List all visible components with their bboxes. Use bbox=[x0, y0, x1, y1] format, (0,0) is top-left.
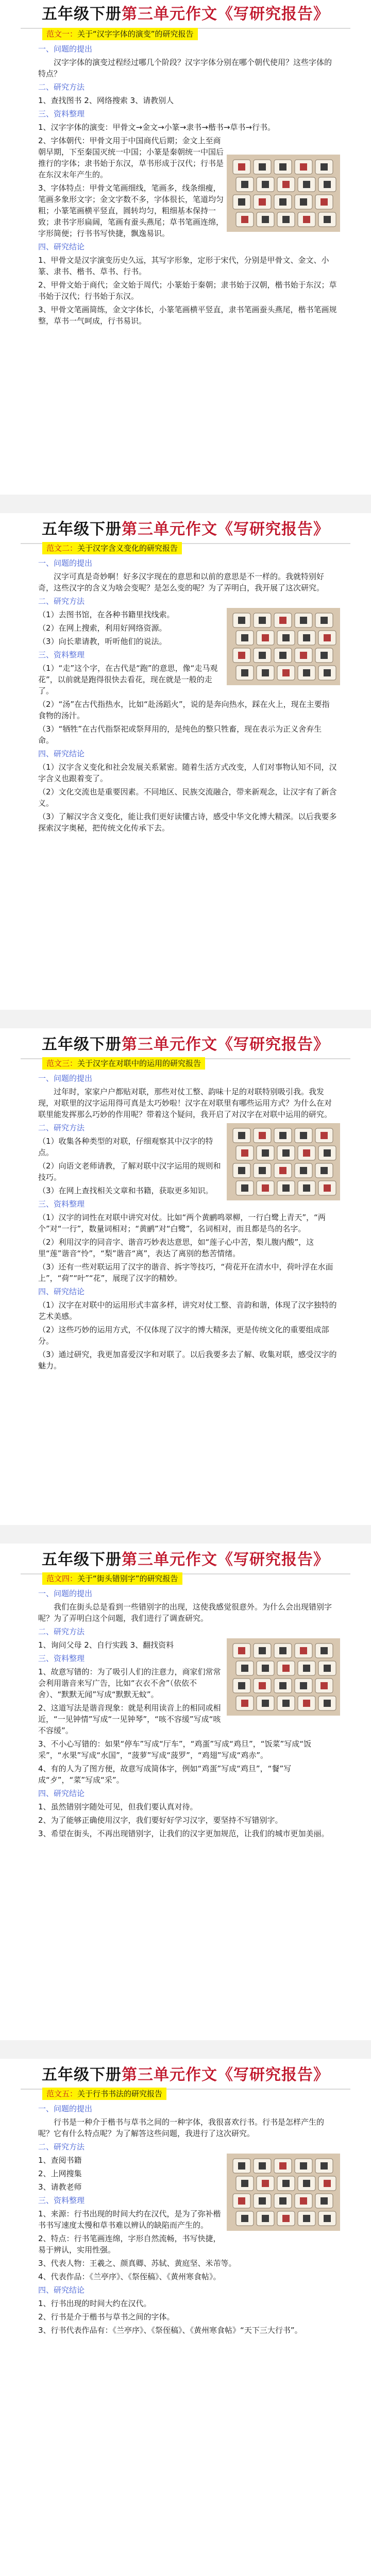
paragraph: （3）了解汉字含义变化，能让我们更好读懂古诗，感受中华文化博大精深。以后我要多探索汉字奥秘，把传统文化传承下去。 bbox=[38, 812, 337, 833]
title-grade: 五年级下册 bbox=[42, 2066, 122, 2084]
sample-essay-label bbox=[42, 1057, 205, 1070]
paragraph: 我们在街头总是看到一些错别字的出现，这使我感觉很意外。为什么会出现错别字呢？为了弄明白这个问题，我们进行了调查研究。 bbox=[38, 1602, 332, 1623]
sample-topic: 关于汉字在对联中的运用的研究报告 bbox=[77, 1059, 201, 1068]
title-grade: 五年级下册 bbox=[42, 1551, 122, 1569]
section-heading: 一、问题的提出 bbox=[38, 558, 93, 568]
section-heading: 一、问题的提出 bbox=[38, 1074, 93, 1083]
sample-topic: 关于汉字含义变化的研究报告 bbox=[77, 544, 178, 553]
sample-number: 范文二： bbox=[46, 544, 78, 553]
section-title bbox=[0, 2065, 371, 2086]
title-topic: 《写研究报告》 bbox=[217, 2066, 329, 2084]
paragraph: 1、故意写错的：为了吸引人们的注意力，商家们常常会利用谐音来写广告，比如“衣衣不舍”（依依不舍）、“默默无闻”写成“默默无蚊”。 bbox=[38, 1667, 221, 1699]
paragraph: （1）“走”这个字，在古代是“跑”的意思，像“走马观花”，以前就是跑得很快去看花，现在就是一般的走了。 bbox=[38, 664, 218, 696]
paragraph: 4、代表作品：《兰亭序》、《祭侄稿》、《黄州寒食帖》。 bbox=[38, 2272, 221, 2281]
section-heading: 四、研究结论 bbox=[38, 749, 85, 758]
section-heading: 三、资料整理 bbox=[38, 1199, 85, 1209]
paragraph: 3、希望在街头，不再出现错别字，让我们的汉字更加规范，让我们的城市更加美丽。 bbox=[38, 1829, 329, 1838]
title-unit: 第三单元作文 bbox=[122, 2066, 217, 2084]
essay-body bbox=[38, 43, 337, 329]
paragraph: 3、代表人物：王羲之、颜真卿、苏轼、黄庭坚、米芾等。 bbox=[38, 2259, 237, 2268]
section-heading: 三、资料整理 bbox=[38, 650, 85, 659]
essay-section bbox=[0, 1550, 371, 1574]
section-heading: 三、资料整理 bbox=[38, 109, 85, 118]
paragraph: （2）文化交流也是重要因素。不同地区、民族交流融合，带来新观念，让汉字有了新含义。 bbox=[38, 787, 337, 808]
essay-section bbox=[0, 2065, 371, 2090]
title-topic: 《写研究报告》 bbox=[217, 5, 329, 23]
title-topic: 《写研究报告》 bbox=[217, 1036, 329, 1054]
section-title bbox=[0, 1550, 371, 1570]
section-heading: 四、研究结论 bbox=[38, 242, 85, 251]
essay-body bbox=[38, 1588, 337, 1841]
section-separator bbox=[0, 495, 371, 513]
paragraph: 2、行书是介于楷书与草书之间的字体。 bbox=[38, 2312, 175, 2321]
paragraph: 3、不小心写错的：如果“停车”写成“厅车”，“鸡蛋”写成“鸡旦”，“饭菜”写成“饭采”，“水果”写成“水国”，“菠萝”写成“菠罗”，“鸡翅”写成“鸡赤”。 bbox=[38, 1739, 312, 1760]
section-title bbox=[0, 519, 371, 540]
sample-essay-label bbox=[42, 1572, 182, 1585]
section-heading: 一、问题的提出 bbox=[38, 1589, 93, 1598]
paragraph: 3、请教老师 bbox=[38, 2182, 82, 2192]
title-grade: 五年级下册 bbox=[42, 5, 122, 23]
paragraph: （3）向长辈请教，听听他们的说法。 bbox=[38, 637, 167, 646]
title-unit: 第三单元作文 bbox=[122, 5, 217, 23]
section-heading: 二、研究方法 bbox=[38, 1627, 85, 1636]
paragraph: 2、这道写法是谐音现象：就是利用读音上的相同或相近，“一见钟情”写成“一见钟琴”，“咳不容缓”写成“咳不容缓”。 bbox=[38, 1703, 221, 1735]
paragraph: （2）这些巧妙的运用方式，不仅体现了汉字的博大精深，更是传统文化的重要组成部分。 bbox=[38, 1325, 329, 1346]
section-heading: 二、研究方法 bbox=[38, 2142, 85, 2151]
section-heading: 一、问题的提出 bbox=[38, 44, 93, 54]
paragraph: （3）“牺牲”在古代指祭祀或祭拜用的，是纯色的整只牲畜，现在表示为正义舍弃生命。 bbox=[38, 724, 322, 745]
section-heading: 四、研究结论 bbox=[38, 2285, 85, 2295]
section-heading: 二、研究方法 bbox=[38, 82, 85, 92]
paragraph: 1、甲骨文是汉字演变历史久远，其写字形象，定形于宋代，分别是甲骨文、金文、小篆、隶书、楷书、草书、行书。 bbox=[38, 256, 329, 276]
section-title bbox=[0, 1035, 371, 1055]
paragraph: 3、行书代表作品有：《兰亭序》、《祭侄稿》、《黄州寒食帖》“天下三大行书”。 bbox=[38, 2326, 302, 2335]
title-unit: 第三单元作文 bbox=[122, 1551, 217, 1569]
paragraph: （1）收集各种类型的对联，仔细观察其中汉字的特点。 bbox=[38, 1137, 213, 1157]
section-heading: 四、研究结论 bbox=[38, 1789, 85, 1798]
paragraph: 1、查阅书籍 bbox=[38, 2156, 82, 2165]
paragraph: 4、有的人为了图方便，故意写成简体字，例如“鸡蛋”写成“鸡旦”，“餐”写成“歺”，“菜”写成“采”。 bbox=[38, 1764, 292, 1785]
paragraph: 行书是一种介于楷书与草书之间的一种字体，我很喜欢行书。行书是怎样产生的呢？它有什么特点呢？为了解答这些问题，我进行了这次研究。 bbox=[38, 2117, 325, 2138]
paragraph: 1、虽然错别字随处可见，但我们要认真对待。 bbox=[38, 1802, 198, 1811]
sample-essay-label bbox=[42, 28, 198, 40]
essay-body bbox=[38, 557, 337, 836]
title-grade: 五年级下册 bbox=[42, 1036, 122, 1054]
paragraph: 1、汉字字体的演变：甲骨文→金文→小篆→隶书→楷书→草书→行书。 bbox=[38, 123, 275, 132]
paragraph: （3）在网上查找相关文章和书籍，获取更多知识。 bbox=[38, 1186, 213, 1195]
paragraph: 1、询问父母 2、自行实践 3、翻找资料 bbox=[38, 1640, 174, 1650]
sample-topic: 关于“街头错别字”的研究报告 bbox=[77, 1574, 178, 1583]
title-unit: 第三单元作文 bbox=[122, 520, 217, 538]
title-unit: 第三单元作文 bbox=[122, 1036, 217, 1054]
paragraph: 3、字体特点：甲骨文笔画细线，笔画多，线条细瘦，笔画多象形文字；金文字数不多，字体很长，笔道均匀粗；小篆笔画横平竖直，圆转均匀，粗细基本保持一致；隶书字形扁阔，笔画有蚕头燕尾；草书笔画连绵，字形简便；行书书写快捷，飘逸易识。 bbox=[38, 183, 224, 238]
section-heading: 二、研究方法 bbox=[38, 1123, 85, 1132]
paragraph: （1）汉字含义变化和社会发展关系紧密。随着生活方式改变，人们对事物认知不同，汉字含义也跟着变了。 bbox=[38, 762, 337, 783]
paragraph: （2）利用汉字的同音字、谐音巧妙表达意思，如“莲子心中苦，梨儿腹内酸”，这里“莲”谐音“怜”，“梨”谐音“离”，表达了离别的愁苦情绪。 bbox=[38, 1238, 314, 1258]
section-separator bbox=[0, 1525, 371, 1544]
paragraph: 2、上网搜集 bbox=[38, 2169, 82, 2178]
sample-number: 范文三： bbox=[46, 1059, 78, 1068]
paragraph: （2）“汤”在古代指热水，比如“赴汤蹈火”，说的是奔向热水，踩在火上，现在主要指食物的汤汁。 bbox=[38, 700, 330, 720]
paragraph: 2、为了能够正确使用汉字，我们要好好学习汉字，要坚持不写错别字。 bbox=[38, 1816, 283, 1825]
paragraph: 1、来源：行书出现的时间大约在汉代，是为了弥补楷书书写速度太慢和草书难以辨认的缺陷而产生的。 bbox=[38, 2209, 221, 2230]
section-separator bbox=[0, 1010, 371, 1028]
essay-section bbox=[0, 4, 371, 29]
paragraph: 2、甲骨文始于商代；金文始于周代；小篆始于秦朝；隶书始于汉朝，楷书始于东汉；草书始于汉代；行书始于东汉。 bbox=[38, 280, 337, 301]
paragraph: （2）在网上搜索，利用好网络资源。 bbox=[38, 623, 167, 633]
sample-number: 范文四： bbox=[46, 1574, 78, 1583]
section-heading: 一、问题的提出 bbox=[38, 2104, 93, 2113]
essay-body bbox=[38, 1073, 337, 1374]
title-grade: 五年级下册 bbox=[42, 520, 122, 538]
section-heading: 二、研究方法 bbox=[38, 597, 85, 606]
title-topic: 《写研究报告》 bbox=[217, 520, 329, 538]
sample-number: 范文一： bbox=[46, 29, 78, 39]
paragraph: 汉字字体的演变过程经过哪几个阶段？汉字字体分别在哪个朝代使用？这些字体的特点？ bbox=[38, 58, 332, 78]
essay-section bbox=[0, 519, 371, 544]
paragraph: 1、行书出现的时间大约在汉代。 bbox=[38, 2299, 151, 2308]
sample-topic: 关于“汉字字体的演变”的研究报告 bbox=[77, 29, 194, 39]
section-heading: 三、资料整理 bbox=[38, 1654, 85, 1663]
sample-essay-label bbox=[42, 542, 182, 554]
paragraph: 汉字可真是奇妙啊！好多汉字现在的意思和以前的意思是不一样的。我就特别好奇，这些汉字的含义为啥会变呢？是怎么变的呢？为了弄明白，我开展了这次研究。 bbox=[38, 572, 325, 592]
paragraph: 1、查找图书 2、网络搜索 3、请教别人 bbox=[38, 96, 174, 105]
paragraph: （3）通过研究，我更加喜爱汉字和对联了。以后我要多去了解、收集对联，感受汉字的魅力。 bbox=[38, 1350, 337, 1370]
paragraph: 3、甲骨文笔画简练，金文字体长，小篆笔画横平竖直，隶书笔画蚕头燕尾，楷书笔画规整，草书一气呵成，行书易识。 bbox=[38, 305, 337, 326]
paragraph: 2、特点：行书笔画连绵，字形自然流畅，书写快捷，易于辨认，实用性强。 bbox=[38, 2234, 221, 2255]
essay-body bbox=[38, 2103, 337, 2338]
paragraph: 2、字体朝代：甲骨文用于中国商代后期；金文上至商朝早期，下至秦国灭统一中国；小篆是秦朝统一中国后推行的字体；隶书始于东汉，草书形成于汉代；行书是在东汉末年产生的。 bbox=[38, 136, 224, 179]
section-separator bbox=[0, 2040, 371, 2059]
section-heading: 三、资料整理 bbox=[38, 2196, 85, 2205]
paragraph: （2）向语文老师请教，了解对联中汉字运用的规则和技巧。 bbox=[38, 1161, 221, 1182]
section-heading: 四、研究结论 bbox=[38, 1287, 85, 1296]
sample-topic: 关于行书书法的研究报告 bbox=[77, 2089, 163, 2098]
paragraph: （1）汉字的词性在对联中讲究对仗。比如“两个黄鹂鸣翠柳，一行白鹭上青天”，“两个”对“一行”，数量词相对；“黄鹂”对“白鹭”，名词相对，而且都是鸟的名字。 bbox=[38, 1213, 326, 1233]
title-topic: 《写研究报告》 bbox=[217, 1551, 329, 1569]
paragraph: （3）还有一些对联运用了汉字的谐音、拆字等技巧，“荷花开在清水中，荷叶浮在水面上”，“荷”“叶”“花”，展现了汉字的精妙。 bbox=[38, 1262, 333, 1283]
sample-number: 范文五： bbox=[46, 2089, 78, 2098]
paragraph: （1）汉字在对联中的运用形式丰富多样，讲究对仗工整、音韵和谐，体现了汉字独特的艺术美感。 bbox=[38, 1300, 337, 1321]
sample-essay-label bbox=[42, 2088, 166, 2100]
paragraph: （1）去图书馆，在各种书籍里找线索。 bbox=[38, 610, 175, 619]
section-title bbox=[0, 4, 371, 25]
essay-section bbox=[0, 1035, 371, 1059]
paragraph: 过年时，家家户户都贴对联，那些对仗工整、韵味十足的对联特别吸引我。我发现，对联里的汉字运用得可真是太巧妙啦！汉字在对联里有哪些运用方式？为什么在对联里能发挥那么巧妙的作用呢？带着这个疑问，我开启了对汉字在对联中运用的研究。 bbox=[38, 1087, 332, 1119]
